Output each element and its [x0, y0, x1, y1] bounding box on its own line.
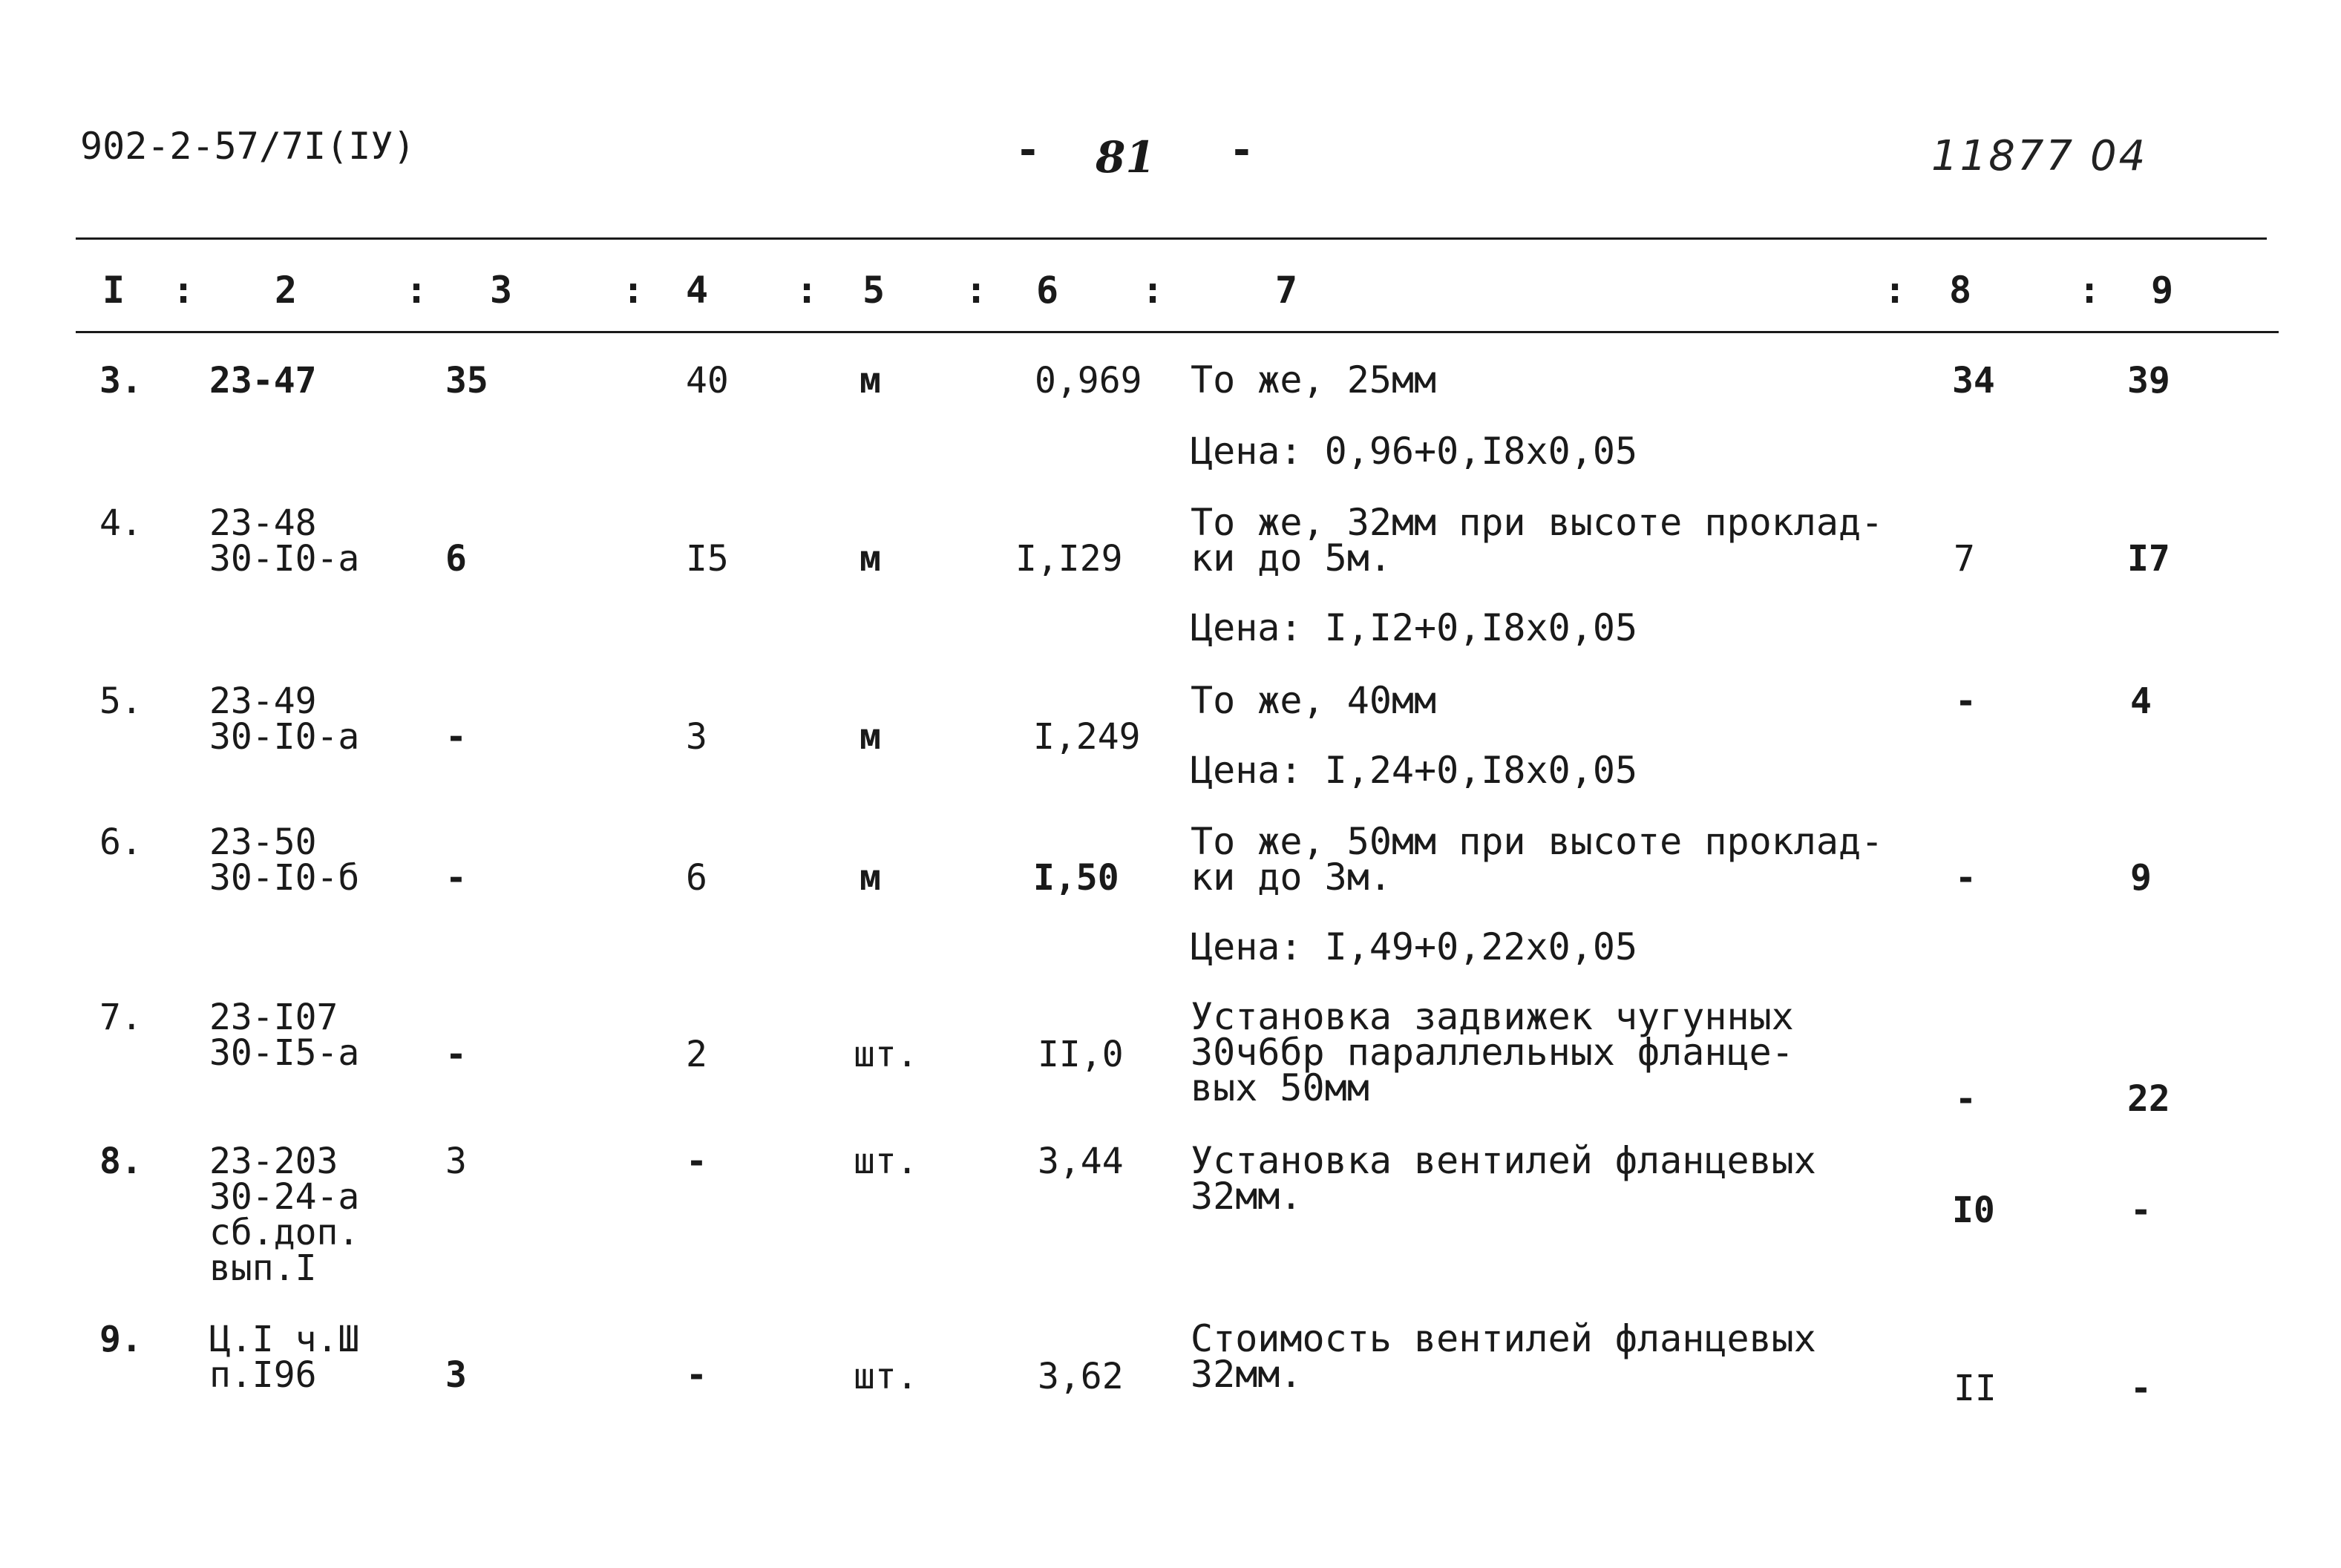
row-unit: м [860, 716, 881, 758]
row-col9: I7 [2127, 538, 2170, 580]
column-header-6: 6 [1036, 269, 1059, 312]
row-price: Цена: I,I2+0,I8x0,05 [1191, 606, 1638, 649]
row-col8: 7 [1954, 538, 1975, 580]
row-col3: 3 [445, 1354, 467, 1396]
row-code-line: 30-I5-а [209, 1032, 360, 1074]
column-header-7: 7 [1275, 269, 1298, 312]
row-description-line: ки до 3м. [1191, 856, 1392, 899]
row-description-line: То же, 40мм [1191, 679, 1437, 722]
row-description-line: Установка задвижек чугунных [1191, 995, 1794, 1038]
column-separator: : [796, 269, 819, 312]
row-col4: - [686, 1354, 707, 1396]
handwritten-number: 11877 04 [1931, 132, 2148, 180]
row-code-line: 23-I07 [209, 997, 338, 1038]
row-code-line: вып.I [209, 1247, 317, 1289]
row-col8: - [1955, 857, 1977, 899]
column-separator: : [2078, 269, 2101, 312]
row-code-line: п.I96 [209, 1354, 317, 1396]
row-unit: шт. [854, 1141, 918, 1182]
row-col9: 9 [2130, 857, 2152, 899]
row-unit: м [860, 360, 881, 401]
column-header-2: 2 [275, 269, 298, 312]
row-code-line: 30-I0-а [209, 538, 360, 580]
row-col9: 39 [2127, 360, 2170, 401]
column-separator: : [405, 269, 428, 312]
row-price: Цена: 0,96+0,I8x0,05 [1191, 430, 1638, 473]
row-value: I,249 [1033, 716, 1141, 758]
row-col8: II [1954, 1368, 1997, 1409]
row-col3: - [445, 857, 467, 899]
row-value: I,50 [1033, 857, 1119, 899]
row-col3: 6 [445, 538, 467, 580]
row-value: II,0 [1038, 1034, 1124, 1075]
row-description-line: То же, 32мм при высоте проклад- [1191, 501, 1884, 544]
row-code-line: 23-48 [209, 502, 317, 544]
page-number: 81 [1096, 132, 1156, 183]
row-col8: 34 [1952, 360, 1995, 401]
row-col4: - [686, 1141, 707, 1182]
document-code: 902-2-57/7I(IУ) [80, 125, 416, 168]
column-header-1: I [102, 269, 125, 312]
row-number: 9. [99, 1319, 143, 1360]
column-separator: : [1142, 269, 1165, 312]
row-description-line: Установка вентилей фланцевых [1191, 1139, 1816, 1182]
row-number: 8. [99, 1141, 143, 1182]
row-description-line: 30ч6бр параллельных фланце- [1191, 1031, 1794, 1074]
column-header-5: 5 [862, 269, 885, 312]
column-separator: : [622, 269, 645, 312]
top-rule [76, 237, 2267, 240]
row-unit: шт. [854, 1356, 918, 1397]
row-col3: 35 [445, 360, 488, 401]
row-price: Цена: I,49+0,22x0,05 [1191, 925, 1638, 968]
row-code-line: Ц.I ч.Ш [209, 1319, 360, 1360]
column-header-3: 3 [490, 269, 513, 312]
row-value: 3,44 [1038, 1141, 1124, 1182]
row-description-line: ки до 5м. [1191, 537, 1392, 580]
page-dash-right: - [1229, 126, 1254, 174]
row-code-line: 23-47 [209, 360, 317, 401]
row-col9: - [2130, 1368, 2152, 1409]
page-dash-left: - [1015, 126, 1041, 174]
row-number: 4. [99, 502, 143, 544]
header-rule [76, 331, 2279, 333]
row-code-line: 30-I0-а [209, 716, 360, 758]
row-description-line: То же, 25мм [1191, 358, 1437, 401]
row-col4: 6 [686, 857, 707, 899]
row-value: 0,969 [1035, 360, 1142, 401]
row-col8: - [1955, 1078, 1977, 1120]
row-value: 3,62 [1038, 1356, 1124, 1397]
row-value: I,I29 [1015, 538, 1123, 580]
row-number: 6. [99, 821, 143, 863]
row-unit: м [860, 538, 881, 580]
row-number: 7. [99, 997, 143, 1038]
row-number: 5. [99, 680, 143, 722]
row-unit: шт. [854, 1034, 918, 1075]
row-col4: I5 [686, 538, 729, 580]
row-col3: 3 [445, 1141, 467, 1182]
row-col8: I0 [1952, 1190, 1995, 1231]
row-code-line: 23-49 [209, 680, 317, 722]
row-code-line: 30-24-а [209, 1176, 360, 1218]
column-separator: : [172, 269, 195, 312]
row-col9: - [2130, 1190, 2152, 1231]
column-header-4: 4 [686, 269, 709, 312]
column-header-9: 9 [2151, 269, 2174, 312]
row-col8: - [1955, 680, 1977, 722]
column-separator: : [965, 269, 988, 312]
row-description-line: Стоимость вентилей фланцевых [1191, 1317, 1816, 1360]
row-number: 3. [99, 360, 143, 401]
row-code-line: сб.доп. [209, 1212, 360, 1253]
column-separator: : [1884, 269, 1907, 312]
row-description-line: То же, 50мм при высоте проклад- [1191, 820, 1884, 863]
row-col3: - [445, 1034, 467, 1075]
row-col3: - [445, 716, 467, 758]
row-description-line: 32мм. [1191, 1353, 1303, 1396]
row-price: Цена: I,24+0,I8x0,05 [1191, 749, 1638, 792]
row-code-line: 23-50 [209, 821, 317, 863]
row-col4: 40 [686, 360, 729, 401]
row-col4: 3 [686, 716, 707, 758]
row-description-line: 32мм. [1191, 1175, 1303, 1218]
row-col9: 22 [2127, 1078, 2170, 1120]
row-code-line: 23-203 [209, 1141, 338, 1182]
row-description-line: вых 50мм [1191, 1066, 1369, 1109]
column-header-8: 8 [1949, 269, 1972, 312]
row-col4: 2 [686, 1034, 707, 1075]
row-code-line: 30-I0-б [209, 857, 360, 899]
row-unit: м [860, 857, 881, 899]
row-col9: 4 [2130, 680, 2152, 722]
